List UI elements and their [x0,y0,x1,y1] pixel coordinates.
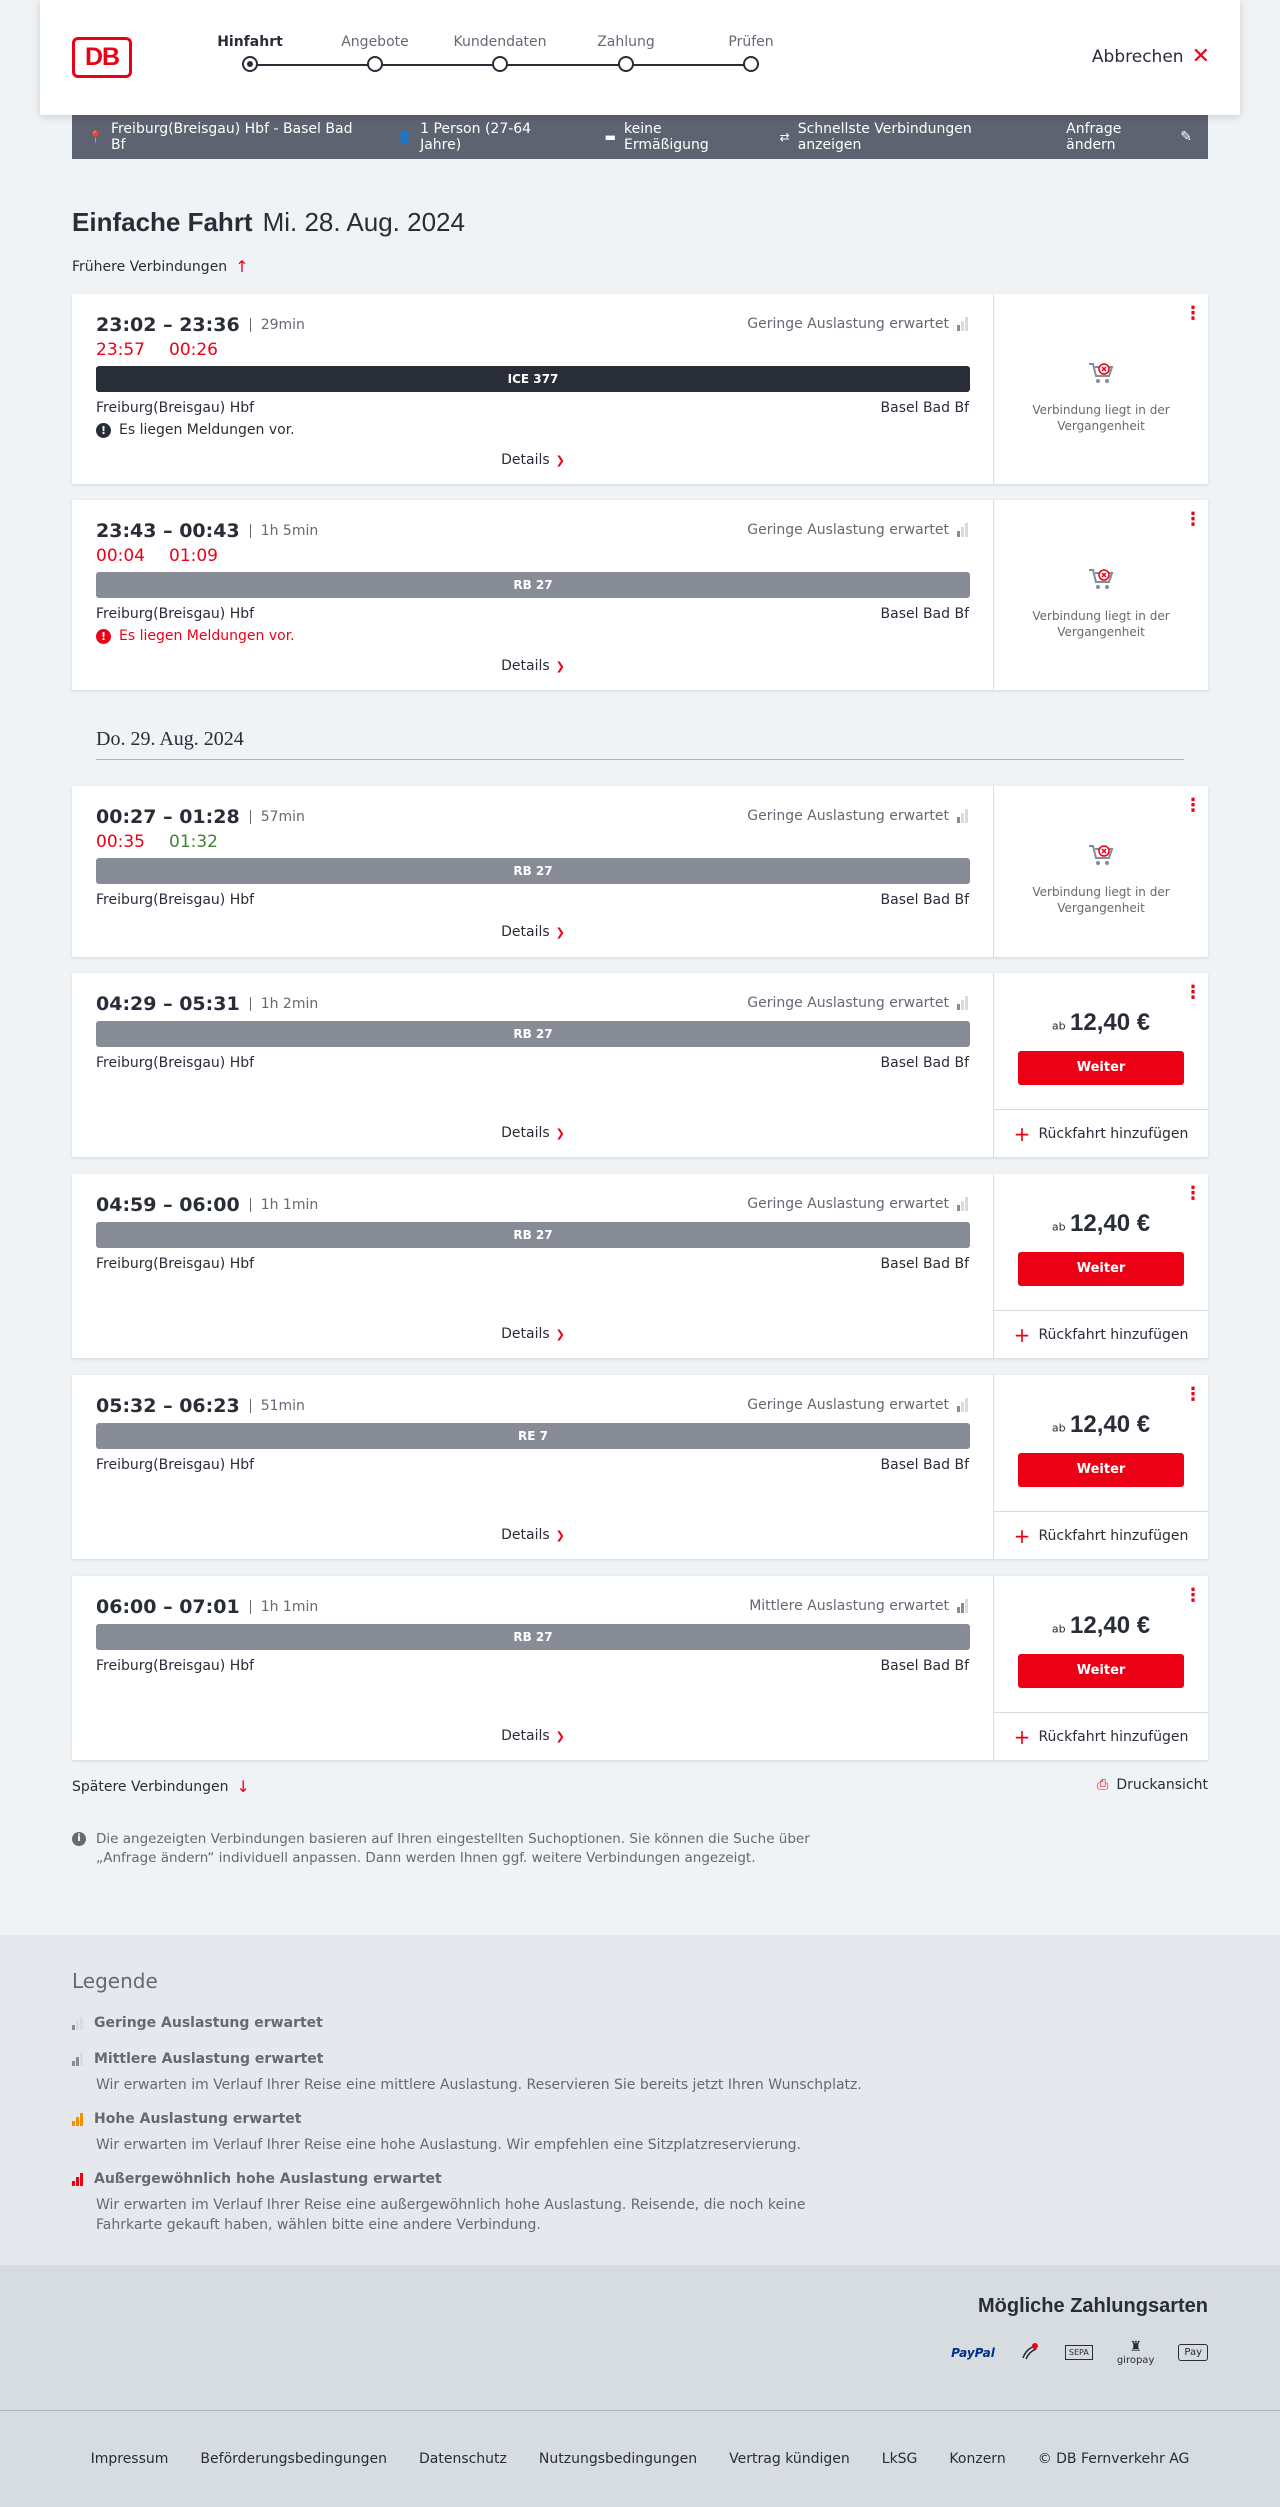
chevron-down-icon: ❯ [555,1529,565,1542]
step-dot [367,56,383,72]
alert-icon: ! [96,629,111,644]
connection-times [96,520,318,542]
times-text: 05:32 – 06:23 [96,1395,240,1417]
arrival-station: Basel Bad Bf [880,892,969,908]
connection-side [994,973,1208,1157]
realtime-arrival: 01:09 [169,546,218,566]
connection-card [72,500,1208,690]
connection-side [994,500,1208,690]
price-prefix: ab [1051,1220,1066,1234]
swap-arrows-icon: ⇄ [779,130,790,144]
times-text: 23:02 – 23:36 [96,314,240,336]
realtime-departure: 00:04 [96,546,145,566]
day-separator: Do. 29. Aug. 2024 [96,728,1184,760]
arrival-station: Basel Bad Bf [880,1256,969,1272]
location-pin-icon: 📍 [88,130,103,144]
train-bar[interactable]: RB 27 [96,1021,970,1047]
giropay-icon: ♜ giropay [1116,2339,1155,2366]
connection-main [72,1375,994,1559]
legend-name: Außergewöhnlich hohe Auslastung erwartet [94,2171,442,2187]
times-text: 04:29 – 05:31 [96,993,240,1015]
departure-station: Freiburg(Breisgau) Hbf [96,892,255,908]
departure-station: Freiburg(Breisgau) Hbf [96,1658,255,1674]
connection-main [72,1174,994,1358]
discount-text: keine Ermäßigung [624,121,709,153]
occupancy-low-icon [957,809,969,823]
occupancy-medium-icon [957,1599,969,1613]
discount-card-icon: ▬ [604,130,617,144]
occupancy-low-icon [72,2017,84,2030]
plus-icon: + [1013,1523,1031,1548]
connection-card [72,973,1208,1157]
legend-desc: Wir erwarten im Verlauf Ihrer Reise eine außergewöhnlich hohe Auslastung. Reisende, die noch keine Fahrkarte gekauft haben, wählen bitte eine andere Verbindung. [96,2197,806,2233]
legend-name: Hohe Auslastung erwartet [94,2111,302,2127]
occupancy-text: Geringe Auslastung erwartet [747,995,949,1011]
price [994,1612,1208,1640]
step-label: Kundendaten [453,34,547,50]
more-options-icon[interactable]: ⋮ [1184,303,1202,324]
add-return-label: Rückfahrt hinzufügen [1038,1326,1189,1343]
close-icon: ✕ [1191,44,1210,69]
occupancy-info [747,808,969,824]
occupancy-text: Geringe Auslastung erwartet [747,522,949,538]
plus-icon: + [1013,1121,1031,1146]
connection-times [96,314,305,336]
duration: 1h 1min [250,1198,319,1212]
duration: 51min [250,1399,305,1413]
alert-icon: ! [96,423,111,438]
notice-message[interactable] [96,628,295,644]
price [994,1210,1208,1238]
continue-button[interactable]: Weiter [1018,1051,1184,1085]
trip-type: Einfache Fahrt [72,207,253,237]
train-bar[interactable]: ICE 377 [96,366,970,392]
more-options-icon[interactable]: ⋮ [1184,1585,1202,1606]
occupancy-low-icon [957,996,969,1010]
realtime-times [96,340,242,360]
occupancy-info [747,1196,969,1212]
occupancy-high-icon [72,2113,84,2126]
details-toggle[interactable] [72,1527,994,1543]
step-dot [492,56,508,72]
legend-item [72,2111,872,2155]
paypal-logo: PayPal [951,2345,995,2360]
chevron-down-icon: ❯ [555,1127,565,1140]
past-connection-notice [994,360,1208,434]
step-zahlung [566,34,686,72]
add-return-label: Rückfahrt hinzufügen [1038,1125,1189,1142]
footer-link-lksg[interactable]: LkSG [881,2451,918,2467]
later-connections-link[interactable] [72,1777,250,1796]
add-return-button[interactable] [994,1511,1208,1559]
details-label: Details [501,658,550,674]
search-summary-bar [72,115,1208,159]
chevron-down-icon: ❯ [555,1328,565,1341]
connection-times [96,806,305,828]
continue-button[interactable]: Weiter [1018,1654,1184,1688]
connection-main [72,786,994,957]
occupancy-info [747,522,969,538]
details-label: Details [501,924,550,940]
notice-text: Es liegen Meldungen vor. [119,628,295,644]
arrow-down-icon: ↓ [236,1777,250,1796]
arrival-station: Basel Bad Bf [880,606,969,622]
apple-pay-icon [1178,2344,1208,2361]
price-prefix: ab [1051,1019,1066,1033]
realtime-arrival: 00:26 [169,340,218,360]
add-return-button[interactable] [994,1109,1208,1157]
connection-main [72,500,994,690]
connection-side [994,1174,1208,1358]
step-pruefen [691,34,811,72]
search-info-note [72,1830,852,1868]
footer-copyright: © DB Fernverkehr AG [1037,2451,1190,2467]
occupancy-medium-icon [72,2053,84,2066]
step-hinfahrt [190,34,310,72]
duration: 29min [250,318,305,332]
more-options-icon[interactable]: ⋮ [1184,982,1202,1003]
step-kundendaten [440,34,560,72]
connection-times [96,1596,318,1618]
price-value: 12,40 € [1070,1009,1151,1036]
footer-link-nutzung[interactable]: Nutzungsbedingungen [538,2451,698,2467]
duration: 57min [250,810,305,824]
details-label: Details [501,452,550,468]
duration: 1h 2min [250,997,319,1011]
legend-item [72,2051,872,2095]
footer-link-konzern[interactable]: Konzern [949,2451,1006,2467]
giropay-label: giropay [1116,2355,1155,2366]
legend-desc: Wir erwarten im Verlauf Ihrer Reise eine mittlere Auslastung. Reservieren Sie bereits jetzt Ihren Wunschplatz. [96,2077,862,2093]
past-connection-notice [994,566,1208,640]
footer-link-befoerderung[interactable]: Beförderungsbedingungen [200,2451,387,2467]
realtime-times [96,546,242,566]
legend-title: Legende [72,1969,158,1993]
more-options-icon[interactable]: ⋮ [1184,1384,1202,1405]
occupancy-text: Geringe Auslastung erwartet [747,1196,949,1212]
earlier-connections-link[interactable] [72,257,249,276]
occupancy-info [747,1397,969,1413]
connection-main [72,1576,994,1760]
occupancy-low-icon [957,1398,969,1412]
price-value: 12,40 € [1070,1210,1151,1237]
printer-icon: ⎙ [1097,1777,1109,1793]
details-toggle[interactable] [72,1728,994,1744]
past-text: Verbindung liegt in der Vergangenheit [1032,609,1170,639]
realtime-departure: 00:35 [96,832,145,852]
price [994,1411,1208,1439]
train-bar[interactable]: RB 27 [96,858,970,884]
page-title [72,207,465,238]
plus-icon: + [1013,1322,1031,1347]
past-text: Verbindung liegt in der Vergangenheit [1032,885,1170,915]
cancel-button[interactable] [1092,46,1210,68]
step-dot [743,56,759,72]
chevron-down-icon: ❯ [555,660,565,673]
times-text: 00:27 – 01:28 [96,806,240,828]
connection-card [72,1576,1208,1760]
arrow-up-icon: ↑ [235,257,249,276]
departure-station: Freiburg(Breisgau) Hbf [96,1055,255,1071]
details-toggle[interactable] [72,452,994,468]
arrival-station: Basel Bad Bf [880,1457,969,1473]
step-label: Hinfahrt [217,34,283,50]
occupancy-info [747,995,969,1011]
sepa-icon [1065,2345,1093,2360]
change-request-label: Anfrage ändern [1066,121,1122,153]
footer-link-kuendigen[interactable]: Vertrag kündigen [729,2451,850,2467]
continue-button[interactable]: Weiter [1018,1453,1184,1487]
details-label: Details [501,1125,550,1141]
details-label: Details [501,1326,550,1342]
add-return-button[interactable] [994,1310,1208,1358]
notice-text: Es liegen Meldungen vor. [119,422,295,438]
occupancy-text: Geringe Auslastung erwartet [747,1397,949,1413]
price-value: 12,40 € [1070,1612,1151,1639]
cart-unavailable-icon [1087,566,1115,592]
details-toggle[interactable] [72,1125,994,1141]
times-text: 06:00 – 07:01 [96,1596,240,1618]
duration: 1h 1min [250,1600,319,1614]
continue-button[interactable]: Weiter [1018,1252,1184,1286]
sepa-label: SEPA [1065,2345,1093,2360]
step-label: Angebote [341,34,409,50]
person-icon: 👤 [397,130,413,144]
connection-side [994,786,1208,957]
legend-section [0,1935,1280,2265]
details-label: Details [501,1527,550,1543]
connection-card [72,786,1208,957]
print-label: Druckansicht [1116,1777,1208,1793]
past-text: Verbindung liegt in der Vergangenheit [1032,403,1170,433]
realtime-arrival: 01:32 [169,832,218,852]
details-toggle[interactable] [72,1326,994,1342]
connection-card [72,294,1208,484]
info-icon: i [72,1832,86,1846]
cart-unavailable-icon [1087,842,1115,868]
details-toggle[interactable] [72,658,994,674]
past-connection-notice [994,842,1208,916]
occupancy-low-icon [957,317,969,331]
occupancy-exceptional-icon [72,2173,84,2186]
departure-station: Freiburg(Breisgau) Hbf [96,400,255,416]
occupancy-text: Geringe Auslastung erwartet [747,808,949,824]
progress-steps [210,34,774,84]
add-return-label: Rückfahrt hinzufügen [1038,1728,1189,1745]
step-dot-active [242,56,258,72]
cancel-label: Abbrechen [1091,47,1184,67]
legend-desc: Wir erwarten im Verlauf Ihrer Reise eine hohe Auslastung. Wir empfehlen eine Sitzplatzreservierung. [96,2137,801,2153]
occupancy-info [749,1598,969,1614]
connection-times [96,993,318,1015]
chevron-down-icon: ❯ [555,454,565,467]
price-prefix: ab [1051,1622,1066,1636]
occupancy-low-icon [957,523,969,537]
occupancy-text: Mittlere Auslastung erwartet [749,1598,949,1614]
occupancy-info [747,316,969,332]
more-options-icon[interactable]: ⋮ [1184,1183,1202,1204]
duration: 1h 5min [250,524,319,538]
train-bar[interactable]: RB 27 [96,1222,970,1248]
details-label: Details [501,1728,550,1744]
arrival-station: Basel Bad Bf [880,1658,969,1674]
connection-side [994,1576,1208,1760]
train-bar[interactable]: RB 27 [96,1624,970,1650]
footer [0,2410,1280,2507]
search-option-text: Schnellste Verbindungen anzeigen [797,121,972,153]
realtime-departure: 23:57 [96,340,145,360]
notice-message[interactable] [96,422,295,438]
train-bar[interactable]: RE 7 [96,1423,970,1449]
price-prefix: ab [1051,1421,1066,1435]
change-request-button[interactable] [1066,121,1192,153]
times-text: 04:59 – 06:00 [96,1194,240,1216]
connection-times [96,1194,318,1216]
more-options-icon[interactable]: ⋮ [1184,509,1202,530]
direct-debit-icon [1019,2340,1041,2365]
earlier-label: Frühere Verbindungen [72,258,228,275]
legend-name: Geringe Auslastung erwartet [94,2015,323,2031]
info-text: Die angezeigten Verbindungen basieren auf Ihren eingestellten Suchoptionen. Sie können die Suche über „Anfrage ändern“ individuell anpassen. Dann werden Ihnen ggf. weitere Verbindungen angezeigt. [96,1831,810,1866]
train-bar[interactable]: RB 27 [96,572,970,598]
route-text: Freiburg(Breisgau) Hbf - Basel Bad Bf [110,121,353,153]
footer-link-impressum[interactable]: Impressum [90,2451,169,2467]
connection-times [96,1395,305,1417]
occupancy-text: Geringe Auslastung erwartet [747,316,949,332]
legend-name: Mittlere Auslastung erwartet [94,2051,324,2067]
footer-link-datenschutz[interactable]: Datenschutz [418,2451,507,2467]
plus-icon: + [1013,1724,1031,1749]
pencil-icon: ✎ [1180,129,1192,145]
realtime-times [96,832,242,852]
cart-unavailable-icon [1087,360,1115,386]
connection-card [72,1375,1208,1559]
times-text: 23:43 – 00:43 [96,520,240,542]
payment-icons [927,2339,1208,2366]
departure-station: Freiburg(Breisgau) Hbf [96,1457,255,1473]
legend-item [72,2171,872,2235]
price-value: 12,40 € [1070,1411,1151,1438]
travel-date: Mi. 28. Aug. 2024 [262,207,465,237]
connection-side [994,1375,1208,1559]
departure-station: Freiburg(Breisgau) Hbf [96,1256,255,1272]
chevron-down-icon: ❯ [555,1730,565,1743]
price [994,1009,1208,1037]
print-view-link[interactable] [1097,1777,1208,1793]
connection-card [72,1174,1208,1358]
more-options-icon[interactable]: ⋮ [1184,795,1202,816]
header [40,0,1240,115]
add-return-button[interactable] [994,1712,1208,1760]
arrival-station: Basel Bad Bf [880,1055,969,1071]
later-label: Spätere Verbindungen [72,1778,229,1795]
add-return-label: Rückfahrt hinzufügen [1038,1527,1189,1544]
connection-side [994,294,1208,484]
legend-item [72,2015,872,2031]
step-dot [618,56,634,72]
connection-main [72,294,994,484]
arrival-station: Basel Bad Bf [880,400,969,416]
chevron-down-icon: ❯ [555,926,565,939]
step-label: Prüfen [728,34,774,50]
db-logo[interactable]: DB [72,37,132,78]
step-angebote [315,34,435,72]
travellers-text: 1 Person (27-64 Jahre) [420,121,532,153]
step-label: Zahlung [597,34,655,50]
departure-station: Freiburg(Breisgau) Hbf [96,606,255,622]
occupancy-low-icon [957,1197,969,1211]
connection-main [72,973,994,1157]
details-toggle[interactable] [72,924,994,940]
payment-methods-section [0,2265,1280,2410]
payment-title: Mögliche Zahlungsarten [977,2295,1208,2317]
apple-pay-label: Pay [1184,2347,1202,2358]
